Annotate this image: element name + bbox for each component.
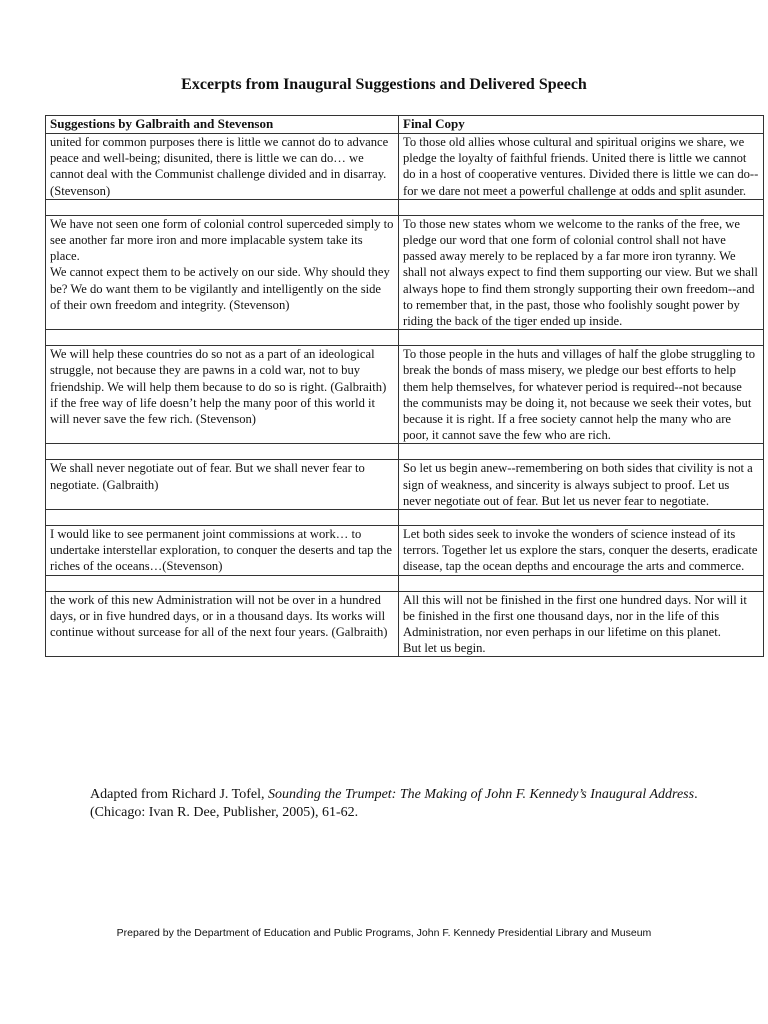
suggestion-cell [46, 346, 399, 444]
final-copy-text: Let both sides seek to invoke the wonders of science instead of its terrors. Together let us explore the stars, conquer the deserts, eradicate disease, tap the ocean depths and encourage the arts and commerce. [403, 527, 758, 574]
page-footer: Prepared by the Department of Education and Public Programs, John F. Kennedy Presidential Library and Museum [116, 927, 652, 939]
final-copy-cell [399, 460, 764, 510]
spacer-row [46, 330, 764, 346]
suggestion-cell [46, 215, 399, 329]
final-copy-column-header: Final Copy [399, 116, 764, 134]
suggestion-cell [46, 591, 399, 657]
suggestion-text: We shall never negotiate out of fear. But we shall never fear to negotiate. (Galbraith) [50, 461, 365, 492]
table-row [46, 526, 764, 576]
suggestion-cell [46, 526, 399, 576]
suggestions-column-header: Suggestions by Galbraith and Stevenson [46, 116, 399, 134]
final-copy-cell [399, 215, 764, 329]
final-copy-cell [399, 591, 764, 657]
citation-book-title: Sounding the Trumpet: The Making of John F. Kennedy’s Inaugural Address [268, 787, 695, 802]
source-citation [90, 786, 710, 822]
citation-prefix: Adapted from Richard J. Tofel, [90, 787, 268, 802]
suggestion-text: the work of this new Administration will not be over in a hundred days, or in five hundred days, or in a thousand days. Its works will continue without surcease for all of the next four years. (Galbraith) [50, 592, 388, 640]
final-copy-text: All this will not be finished in the first one hundred days. Nor will it be finished in the first one thousand days, nor in the life of this Administration, nor even perhaps in our lifetime on this planet. But let us begin. [403, 592, 747, 656]
final-copy-cell [399, 134, 764, 200]
spacer-row [46, 444, 764, 460]
suggestion-cell [46, 460, 399, 510]
suggestion-text: united for common purposes there is little we cannot do to advance peace and well-being; disunited, there is little we can do… we cannot deal with the Communist challenge divided and in disarray. (Stevenson) [50, 135, 389, 198]
table-header-row [46, 116, 764, 134]
citation-suffix: . (Chicago: Ivan R. Dee, Publisher, 2005), 61-62. [90, 787, 698, 820]
final-copy-text: To those new states whom we welcome to the ranks of the free, we pledge our word that one form of colonial control shall not have passed away merely to be replaced by a far more iron tyranny. We shall not always expect to find them supporting our view. But we shall always hope to find them strongly supporting their own freedom--and to remember that, in the past, those who foolishly sought power by riding the back of the tiger ended up inside. [403, 216, 758, 329]
suggestion-cell [46, 134, 399, 200]
suggestion-text: I would like to see permanent joint commissions at work… to undertake interstellar exploration, to conquer the deserts and tap the riches of the oceans…(Stevenson) [50, 527, 393, 574]
suggestion-text: We have not seen one form of colonial control superceded simply to see another far more iron and more implacable system take its place. We cannot expect them to be actively on our side. Why should they be? We do want them to be vigilantly and intelligently on the side of their own freedom and integrity. (Stevenson) [50, 216, 394, 312]
spacer-row [46, 199, 764, 215]
table-row [46, 346, 764, 444]
table-row [46, 460, 764, 510]
final-copy-text: To those people in the huts and villages of half the globe struggling to break the bonds of mass misery, we pledge our best efforts to help them help themselves, for whatever period is required--not because the communists may be doing it, not because we seek their votes, but because it is right. If a free society cannot help the many who are poor, it cannot save the few who are rich. [403, 347, 756, 443]
suggestion-text: We will help these countries do so not as a part of an ideological struggle, not because they are pawns in a cold war, not to buy friendship. We will help them because to do so is right. (Galbraith) if the free way of life doesn’t help the many poor of this world it will never save the few rich. (Stevenson) [50, 347, 387, 427]
excerpts-table [45, 115, 764, 657]
final-copy-text: So let us begin anew--remembering on both sides that civility is not a sign of weakness, and sincerity is always subject to proof. Let us never negotiate out of fear. But let us never fear to negotiate. [403, 461, 753, 508]
final-copy-cell [399, 526, 764, 576]
final-copy-text: To those old allies whose cultural and spiritual origins we share, we pledge the loyalty of faithful friends. United there is little we cannot do in a host of cooperative ventures. Divided there is little we can do--for we dare not meet a powerful challenge at odds and split asunder. [403, 135, 759, 198]
table-row [46, 591, 764, 657]
final-copy-cell [399, 346, 764, 444]
table-row [46, 215, 764, 329]
table-row [46, 134, 764, 200]
spacer-row [46, 510, 764, 526]
document-title: Excerpts from Inaugural Suggestions and Delivered Speech [181, 76, 587, 93]
spacer-row [46, 575, 764, 591]
